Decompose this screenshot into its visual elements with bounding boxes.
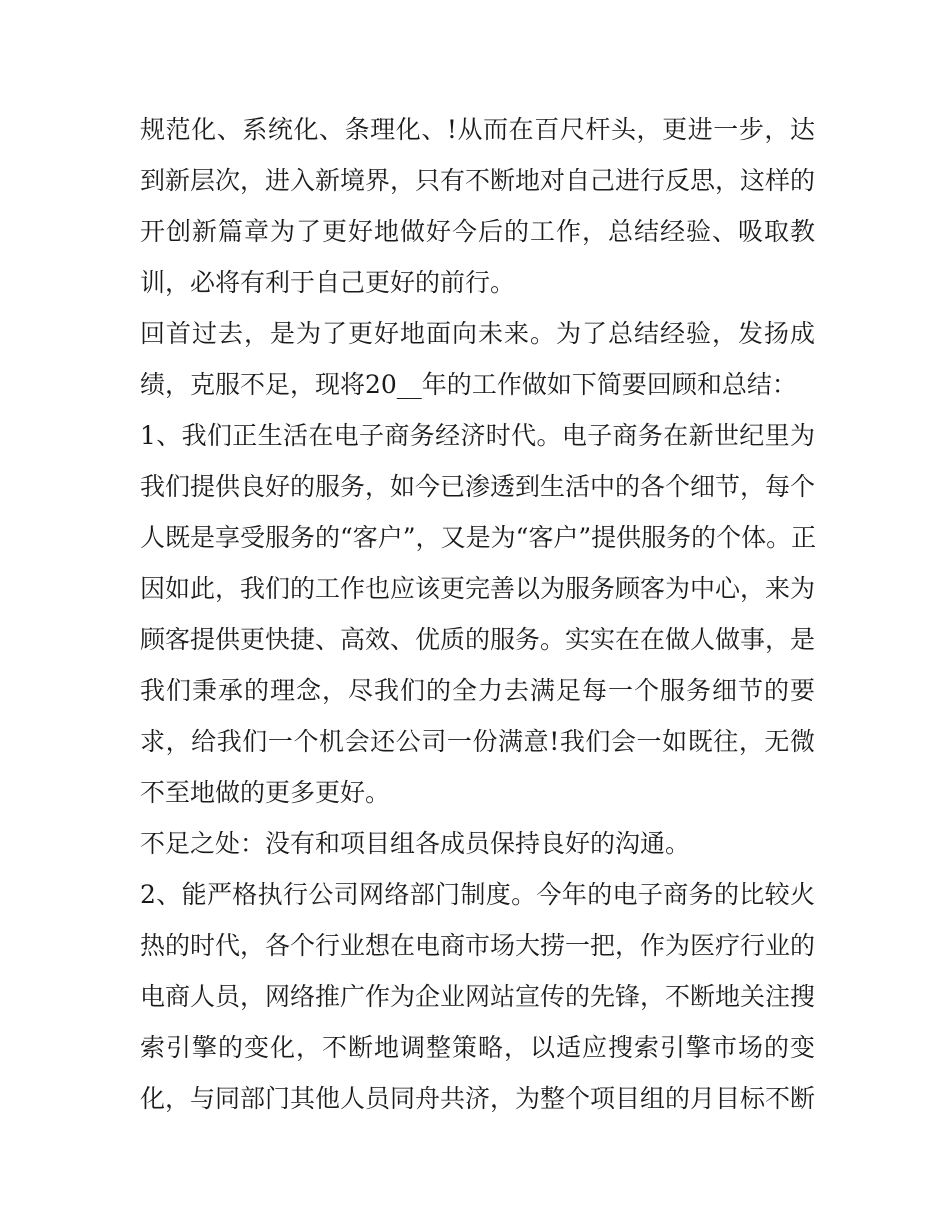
text-line: 化，与同部门其他人员同舟共济，为整个项目组的月目标不断	[140, 1084, 816, 1113]
text-line: 人既是享受服务的“客户”，又是为“客户”提供服务的个体。正	[140, 523, 817, 552]
text-line: 我们提供良好的服务，如今已渗透到生活中的各个细节，每个	[140, 472, 816, 501]
text-line: 绩，克服不足，现将20__年的工作做如下简要回顾和总结：	[140, 370, 797, 399]
paragraph-2	[140, 308, 815, 410]
text-line: 索引擎的变化，不断地调整策略，以适应搜索引擎市场的变	[140, 1033, 815, 1062]
paragraph-4	[140, 818, 815, 869]
paragraph-1	[140, 104, 815, 308]
text-line: 不足之处：没有和项目组各成员保持良好的沟通。	[140, 829, 691, 858]
text-line: 开创新篇章为了更好地做好今后的工作，总结经验、吸取教	[140, 217, 815, 246]
text-line: 因如此，我们的工作也应该更完善以为服务顾客为中心，来为	[140, 574, 816, 603]
text-line: 顾客提供更快捷、高效、优质的服务。实实在在做人做事，是	[140, 625, 816, 654]
text-line: 我们秉承的理念，尽我们的全力去满足每一个服务细节的要	[140, 676, 815, 705]
text-line: 到新层次，进入新境界，只有不断地对自己进行反思，这样的	[140, 166, 816, 195]
text-line: 电商人员，网络推广作为企业网站宣传的先锋，不断地关注搜	[140, 982, 816, 1011]
text-line: 1、我们正生活在电子商务经济时代。电子商务在新世纪里为	[140, 421, 815, 450]
document-body	[140, 104, 815, 1124]
text-line: 求，给我们一个机会还公司一份满意!我们会一如既往，无微	[140, 727, 815, 756]
paragraph-5	[140, 869, 815, 1124]
text-line: 回首过去，是为了更好地面向未来。为了总结经验，发扬成	[140, 319, 815, 348]
text-line: 规范化、系统化、条理化、!从而在百尺杆头，更进一步，达	[140, 115, 815, 144]
text-line: 2、能严格执行公司网络部门制度。今年的电子商务的比较火	[140, 880, 815, 909]
text-line: 不至地做的更多更好。	[140, 778, 391, 807]
text-line: 训，必将有利于自己更好的前行。	[140, 268, 516, 297]
text-line: 热的时代，各个行业想在电商市场大捞一把，作为医疗行业的	[140, 931, 816, 960]
paragraph-3	[140, 410, 815, 818]
